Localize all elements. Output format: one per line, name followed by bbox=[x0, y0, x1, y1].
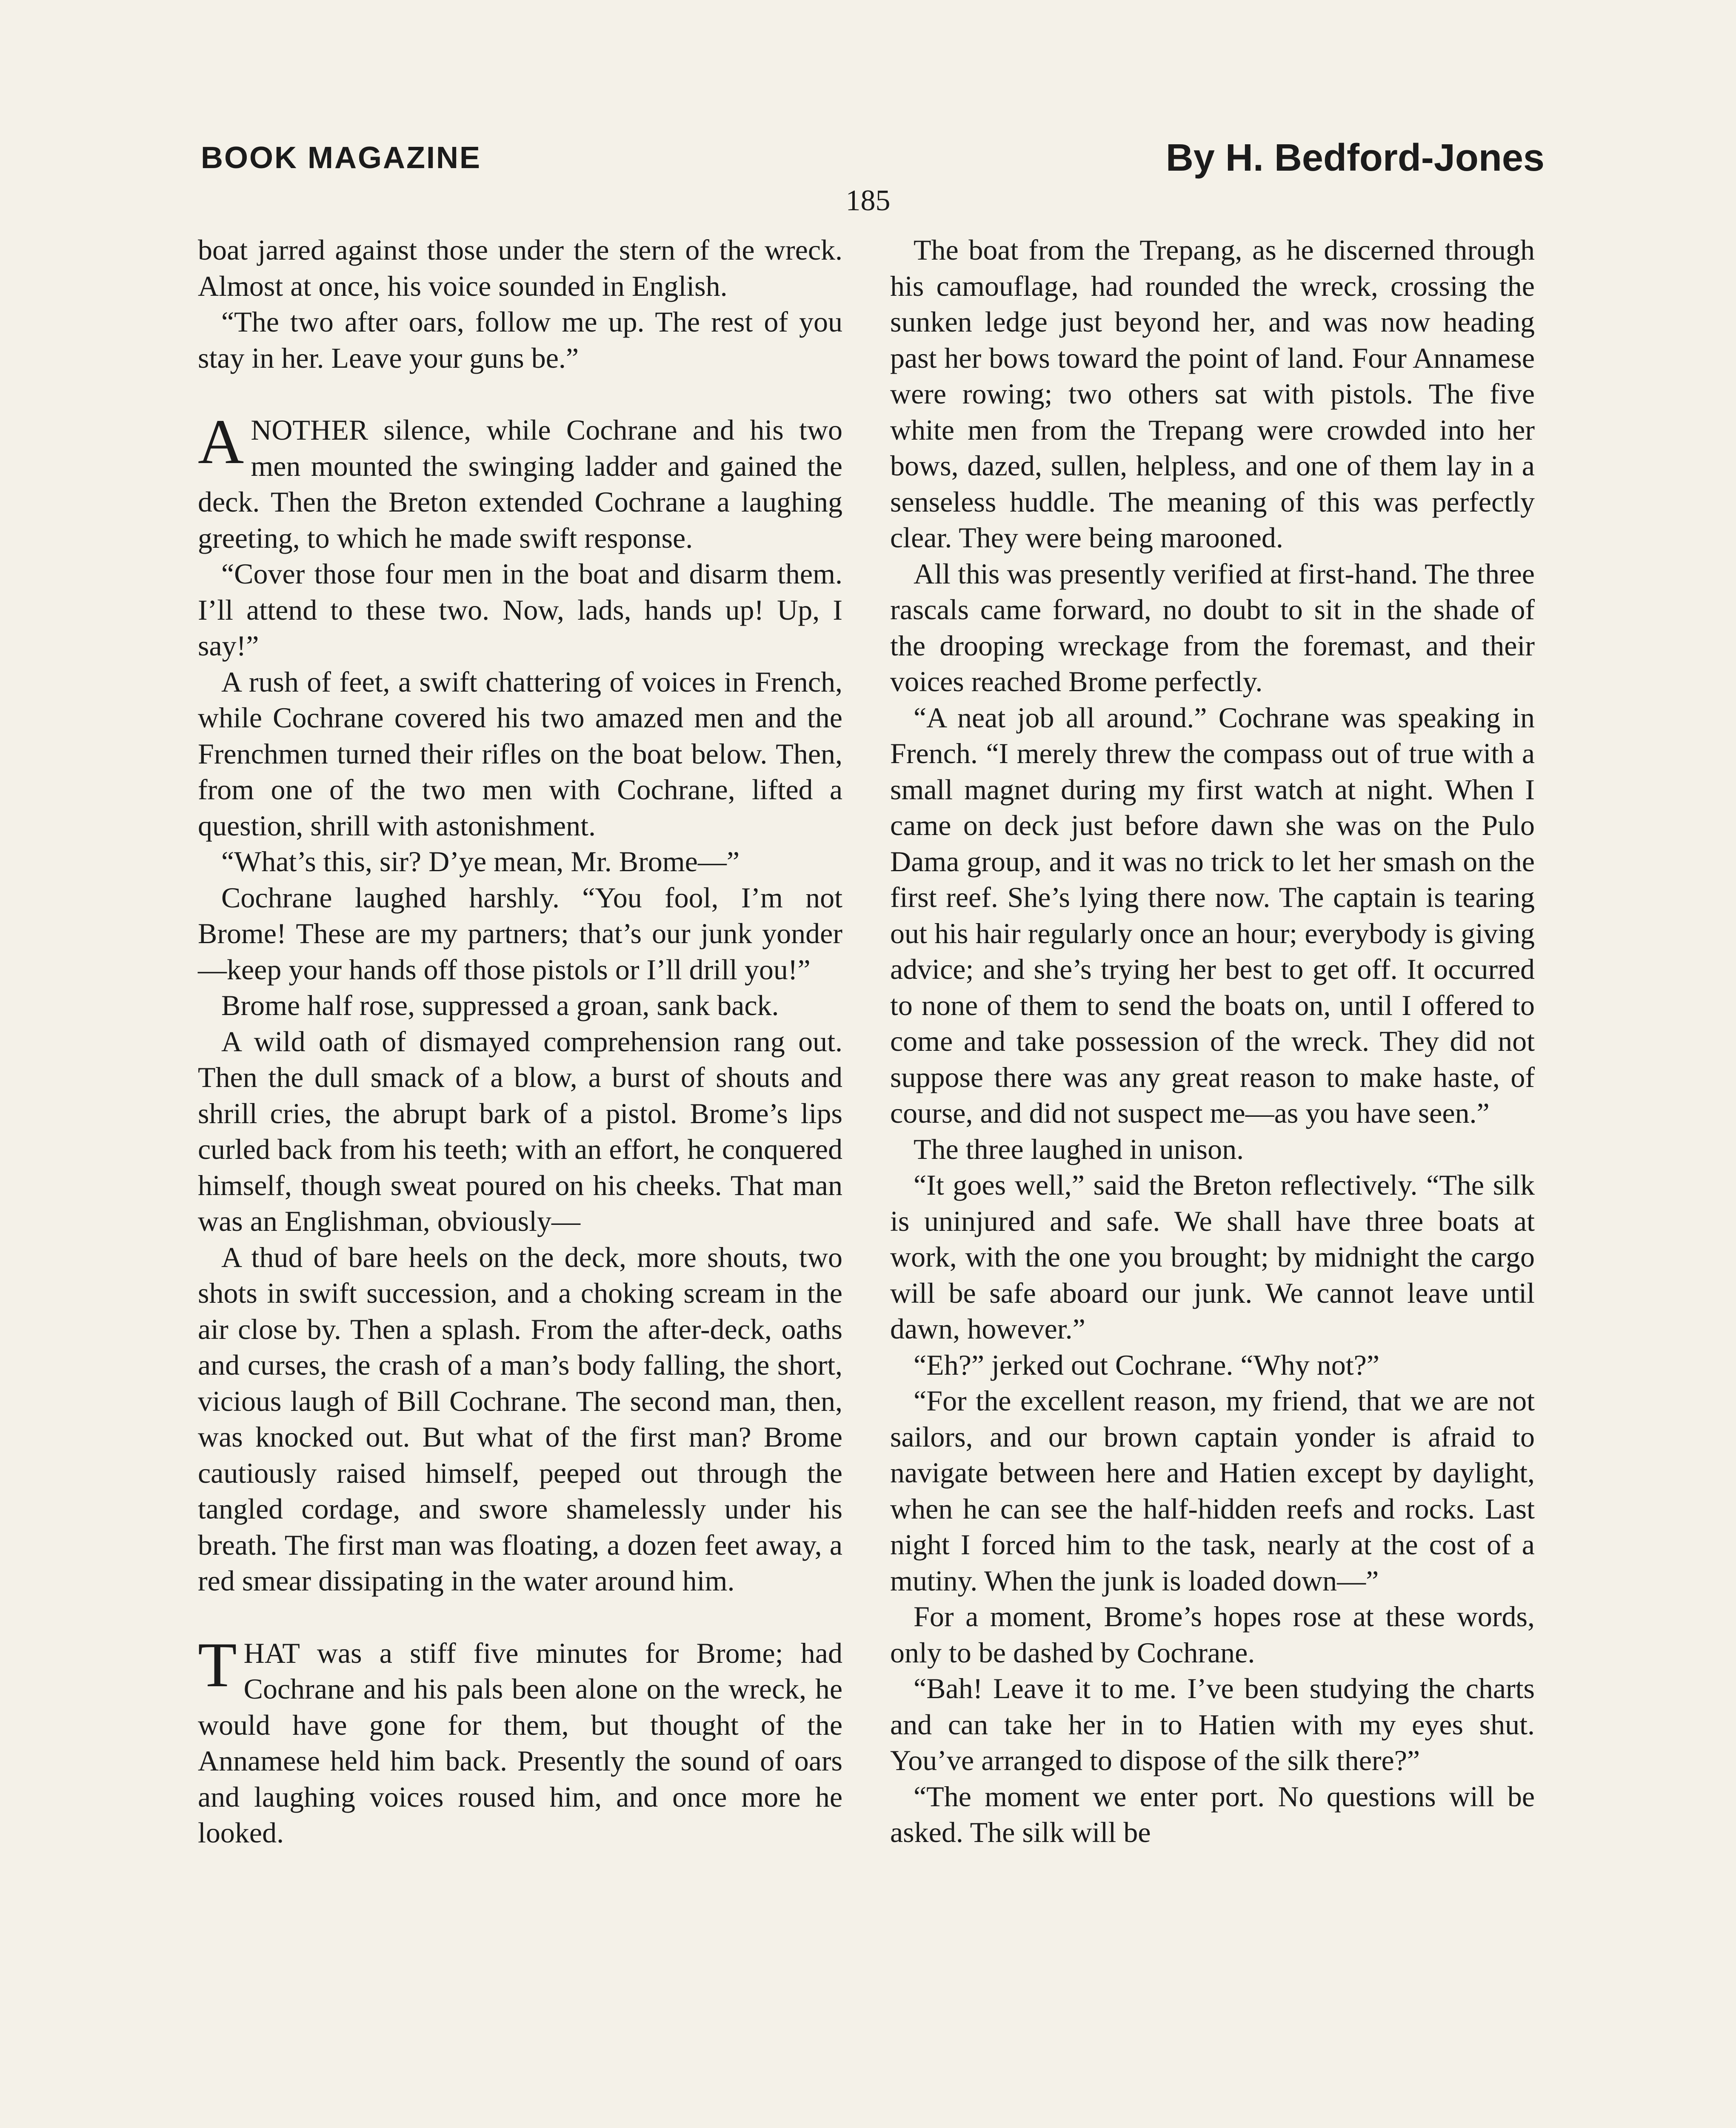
paragraph: “Eh?” jerked out Cochrane. “Why not?” bbox=[914, 1348, 1380, 1381]
paragraph: “Bah! Leave it to me. I’ve been studying the charts and can take her in to Hatien with my eyes shut. You’ve arranged to dispose of the silk there?” bbox=[890, 1672, 1535, 1776]
paragraph: A thud of bare heels on the deck, more shouts, two shots in swift succession, and a choking scream in the air close by. Then a splash. From the after-deck, oaths and curses, the crash of a man’s body falling, the short, vicious laugh of Bill Cochrane. The second man, then, was knocked out. But what of the first man? Brome cautiously raised himself, peeped out through the tangled cordage, and swore shamelessly under his breath. The first man was floating, a dozen feet away, a red smear dissipating in the water around him. bbox=[198, 1241, 842, 1597]
paragraph-text: NOTHER silence, while Cochrane and his two men mounted the swinging ladder and gained the deck. Then the Breton extended Cochrane a laughing greeting, to which he made swift response. bbox=[198, 414, 842, 554]
running-head-left: BOOK MAGAZINE bbox=[201, 141, 481, 175]
running-head-author: By H. Bedford-Jones bbox=[1165, 137, 1545, 179]
paragraph: Cochrane laughed harshly. “You fool, I’m not Brome! These are my partners; that’s our junk yonder—keep your hands off those pistols or I’ll drill you!” bbox=[198, 881, 842, 986]
paragraph: “Cover those four men in the boat and disarm them. I’ll attend to these two. Now, lads, hands up! Up, I say!” bbox=[198, 558, 842, 662]
paragraph: “For the excellent reason, my friend, that we are not sailors, and our brown captain yonder is afraid to navigate between here and Hatien except by daylight, when he can see the half-hidden reefs and rocks. Last night I forced him to the task, nearly at the cost of a mutiny. When the junk is loaded down—” bbox=[890, 1384, 1535, 1597]
paragraph: boat jarred against those under the stern of the wreck. Almost at once, his voice sounded in English. bbox=[198, 234, 842, 302]
paragraph: “What’s this, sir? D’ye mean, Mr. Brome—” bbox=[221, 845, 740, 878]
paragraph-text: HAT was a stiff five minutes for Brome; had Cochrane and his pals been alone on the wreck, he would have gone for them, but thought of the Annamese held him back. Presently the sound of oars and laughing voices roused him, and once more he looked. bbox=[198, 1636, 842, 1849]
section-opening-paragraph bbox=[198, 1629, 842, 1851]
paragraph: A wild oath of dismayed comprehension rang out. Then the dull smack of a blow, a burst of shouts and shrill cries, the abrupt bark of a pistol. Brome’s lips curled back from his teeth; with an effort, he conquered himself, though sweat poured on his cheeks. That man was an Englishman, obviously— bbox=[198, 1025, 842, 1237]
drop-cap: A bbox=[198, 406, 244, 477]
paragraph: Brome half rose, suppressed a groan, sank back. bbox=[221, 989, 779, 1021]
paragraph: For a moment, Brome’s hopes rose at these words, only to be dashed by Cochrane. bbox=[890, 1600, 1535, 1669]
paragraph: A rush of feet, a swift chattering of voices in French, while Cochrane covered his two amazed men and the Frenchmen turned their rifles on the boat below. Then, from one of the two men with Cochrane, lifted a question, shrill with astonishment. bbox=[198, 665, 842, 842]
paragraph: “The two after oars, follow me up. The rest of you stay in her. Leave your guns be.” bbox=[198, 306, 842, 374]
right-column bbox=[890, 232, 1535, 1851]
paragraph: The three laughed in unison. bbox=[914, 1133, 1244, 1165]
paragraph: The boat from the Trepang, as he discerned through his camouflage, had rounded the wreck, crossing the sunken ledge just beyond her, and was now heading past her bows toward the point of land. Four Annamese were rowing; two others sat with pistols. The five white men from the Trepang were crowded into her bows, dazed, sullen, helpless, and one of them lay in a senseless huddle. The meaning of this was perfectly clear. They were being marooned. bbox=[890, 234, 1535, 554]
paragraph: “It goes well,” said the Breton reflectively. “The silk is uninjured and safe. We shall have three boats at work, with the one you brought; by midnight the cargo will be safe aboard our junk. We cannot leave until dawn, however.” bbox=[890, 1169, 1535, 1345]
page-number: 185 bbox=[845, 184, 891, 217]
section-opening-paragraph bbox=[198, 406, 842, 556]
paragraph: “The moment we enter port. No questions will be asked. The silk will be bbox=[890, 1780, 1535, 1848]
left-column bbox=[198, 232, 842, 1851]
drop-cap: T bbox=[198, 1629, 237, 1700]
paragraph: “A neat job all around.” Cochrane was speaking in French. “I merely threw the compass out of true with a small magnet during my first watch at night. When I came on deck just before dawn she was on the Pulo Dama group, and it was no trick to let her smash on the first reef. She’s lying there now. The captain is tearing out his hair regularly once an hour; everybody is giving advice; and she’s trying her best to get off. It occurred to none of them to send the boats on, until I offered to come and take possession of the wreck. They did not suppose there was any great reason to make haste, of course, and did not suspect me—as you have seen.” bbox=[890, 701, 1535, 1129]
paragraph: All this was presently verified at first-hand. The three rascals came forward, no doubt to sit in the shade of the drooping wreckage from the foremast, and their voices reached Brome perfectly. bbox=[890, 557, 1535, 698]
